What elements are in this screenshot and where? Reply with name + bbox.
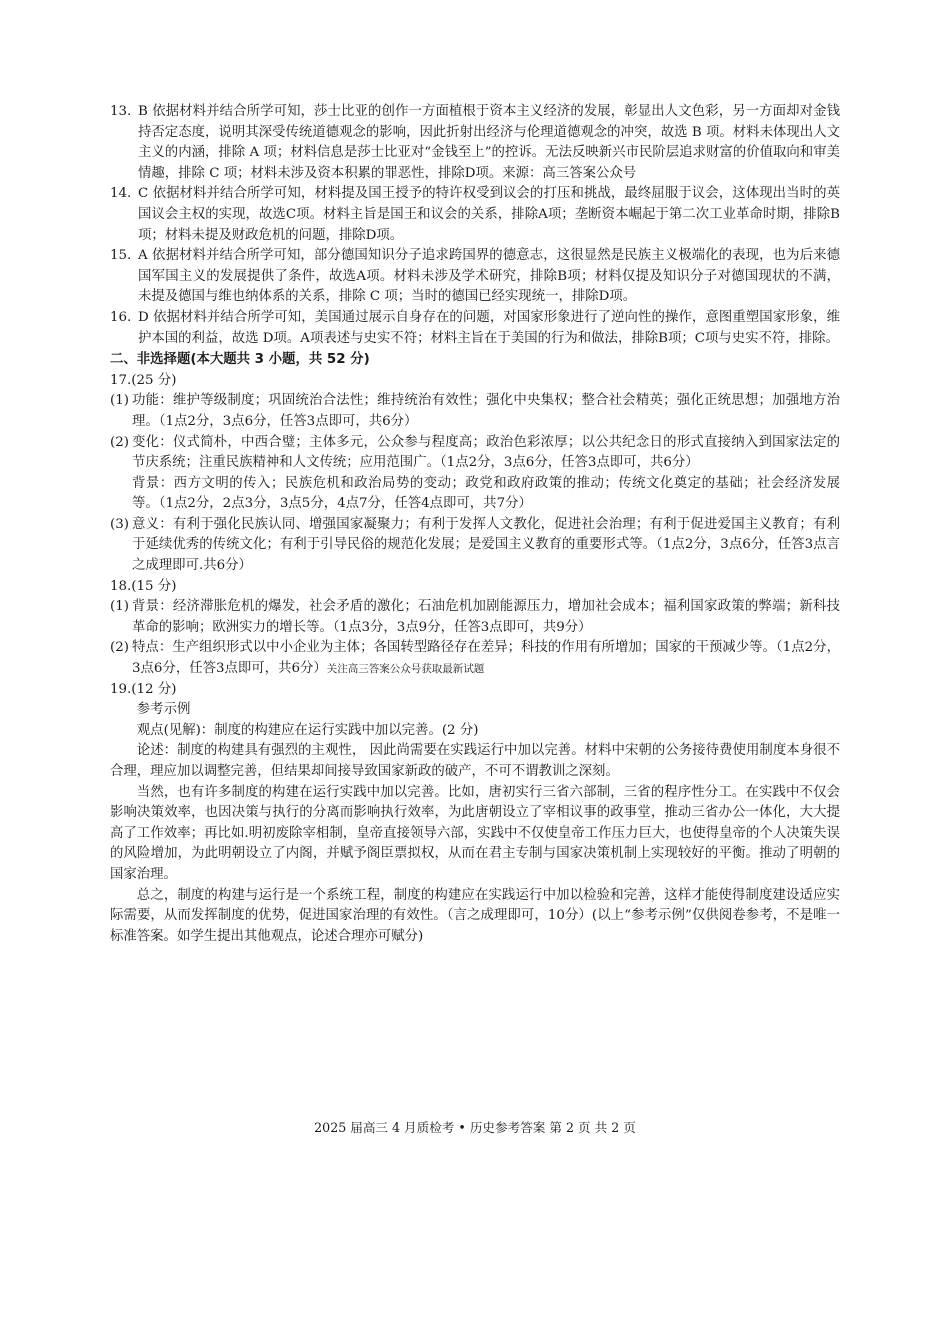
sub-text: 背景：经济滞胀危机的爆发，社会矛盾的激化；石油危机加剧能源压力，增加社会成本；福利国家政策的弊端；新科技革命的影响；欧洲实力的增长等。（1点3分，3点9分，任答3点即可，共9分） xyxy=(132,599,840,635)
question-18 xyxy=(110,577,840,680)
question-header: 17.(25 分) xyxy=(110,372,177,388)
question-17 xyxy=(110,371,840,577)
question-13 xyxy=(110,102,840,184)
sub-label: (1) xyxy=(110,393,129,409)
essay-paragraph: 当然，也有许多制度的构建在运行实践中加以完善。比如，唐初实行三省六部制，三省的程序性分工。在实践中不仅会影响决策效率，也因决策与执行的分离而影响执行效率，为此唐朝设立了宰相议事的政事堂，推动三省办公一体化，大大提高了工作效率；再比如.明初废除宰相制，皇帝直接领导六部，实践中不仅使皇帝工作压力巨大，也使得皇帝的个人决策失误的风险增加，为此明朝设立了内阁，并赋予阁臣票拟权，从而在君主专制与国家决策机制上实现较好的平衡。推动了明朝的国家治理。 xyxy=(110,784,840,882)
question-number: 16. xyxy=(110,309,132,325)
sub-answer-3 xyxy=(110,515,840,577)
section-title-non-choice: 二、非选择题(本大题共 3 小题，共 52 分) xyxy=(110,352,370,368)
sub-label: (2) xyxy=(110,640,129,656)
question-answer-text: D 依据材料并结合所学可知，美国通过展示自身存在的问题，对国家形象进行了逆向性的操作，意图重塑国家形象，维护本国的利益，故选 D项。A项表述与史实不符；材料主旨在于美国的行为和做法，排除B项；C项与史实不符，排除。 xyxy=(138,309,840,346)
question-14 xyxy=(110,184,840,246)
question-16 xyxy=(110,308,840,349)
reference-example-label: 参考示例 xyxy=(136,702,191,718)
sub-text: 功能：维护等级制度；巩固统治合法性；维持统治有效性；强化中央集权；整合社会精英；强化正统思想；加强地方治理。（1点2分，3点6分，任答3点即可，共6分） xyxy=(132,393,840,429)
sub-text: 变化：仪式简朴，中西合璧；主体多元，公众参与程度高；政治色彩浓厚；以公共纪念日的形式直接纳入到国家法定的节庆系统；注重民族精神和人文传统；应用范围广。（1点2分，3点6分，任答3点即可，共6分） xyxy=(132,434,840,471)
page-footer: 2025 届高三 4 月质检考 • 历史参考答案 第 2 页 共 2 页 xyxy=(314,1120,636,1135)
watermark-note: 关注高三答案公众号获取最新试题 xyxy=(326,663,485,676)
sub-text: 意义：有利于强化民族认同、增强国家凝聚力；有利于发挥人文教化，促进社会治理；有利于促进爱国主义教育；有利于延续优秀的传统文化；有利于引导民俗的规范化发展；是爱国主义教育的重要形式等。（1点2分，3点6分，任答3点言之成理即可.共6分） xyxy=(132,516,840,574)
sub-text: 特点：生产组织形式以中小企业为主体；各国转型路径存在差异；科技的作用有所增加；国家的干预减少等。（1点2分，3点6分，任答3点即可，共6分） xyxy=(132,640,840,677)
answer-page xyxy=(110,102,840,947)
question-15 xyxy=(110,246,840,308)
sub-label: (1) xyxy=(110,599,129,615)
question-answer-text: C 依据材料并结合所学可知，材料提及国王授予的特许权受到议会的打压和挑战，最终屈服于议会，这体现出当时的英国议会主权的实现，故选C项。材料主旨是国王和议会的关系，排除A项；垄断资本崛起于第二次工业革命时期，排除B项；材料未提及财政危机的问题，排除D项。 xyxy=(138,186,840,243)
question-19 xyxy=(110,680,840,948)
question-number: 15. xyxy=(110,248,132,264)
sub-answer-2-background: 背景：西方文明的传入；民族危机和政治局势的变动；政党和政府政策的推动；传统文化奠定的基础；社会经济发展等。（1点2分，2点3分，3点5分，4点7分，任答4点即可，共7分） xyxy=(132,475,840,512)
sub-label: (3) xyxy=(110,516,129,532)
sub-text-wrapper xyxy=(132,638,840,679)
question-header: 19.(12 分) xyxy=(110,681,177,697)
question-answer-text: B 依据材料并结合所学可知，莎士比亚的创作一方面植根于资本主义经济的发展，彰显出人文色彩，另一方面却对金钱持否定态度，说明其深受传统道德观念的影响，因此折射出经济与伦理道德观念的冲突，故选 B 项。材料未体现出人文主义的内涵，排除 A 项；材料信息是莎士比亚对“金钱至上”的控诉。无法反映新兴市民阶层追求财富的价值取向和审美情趣，排除 C 项；材料未涉及资本积累的罪恶性，排除D项。来源：高三答案公众号 xyxy=(138,104,840,181)
sub-answer-1 xyxy=(110,391,840,432)
question-answer-text: A 依据材料并结合所学可知，部分德国知识分子追求跨国界的德意志，这很显然是民族主义极端化的表现，也为后来德国军国主义的发展提供了条件，故选A项。材料未涉及学术研究，排除B项；材料仅提及知识分子对德国现状的不满，未提及德国与维也纳体系的关系，排除 C 项；当时的德国已经实现统一，排除D项。 xyxy=(138,248,840,305)
sub-answer-2 xyxy=(110,638,840,679)
essay-paragraph: 论述：制度的构建具有强烈的主观性， 因此尚需要在实践运行中加以完善。材料中宋朝的公务接待费使用制度本身很不合理，理应加以调整完善，但结果却间接导致国家新政的破产，不可不谓教训之深刻。 xyxy=(110,743,840,779)
question-number: 13. xyxy=(110,104,132,119)
sub-answer-2 xyxy=(110,433,840,474)
sub-label: (2) xyxy=(110,434,129,450)
sub-answer-1 xyxy=(110,597,840,638)
question-header: 18.(15 分) xyxy=(110,578,177,594)
viewpoint: 观点(见解)：制度的构建应在运行实践中加以完善。(2 分) xyxy=(136,722,479,738)
essay-paragraph: 总之，制度的构建与运行是一个系统工程，制度的构建应在实践运行中加以检验和完善，这样才能使得制度建设适应实际需要，从而发挥制度的优势，促进国家治理的有效性。（言之成理即可，10分）(以上“参考示例”仅供阅卷参考，不是唯一标准答案。如学生提出其他观点，论述合理亦可赋分) xyxy=(110,887,840,944)
question-number: 14. xyxy=(110,186,132,202)
